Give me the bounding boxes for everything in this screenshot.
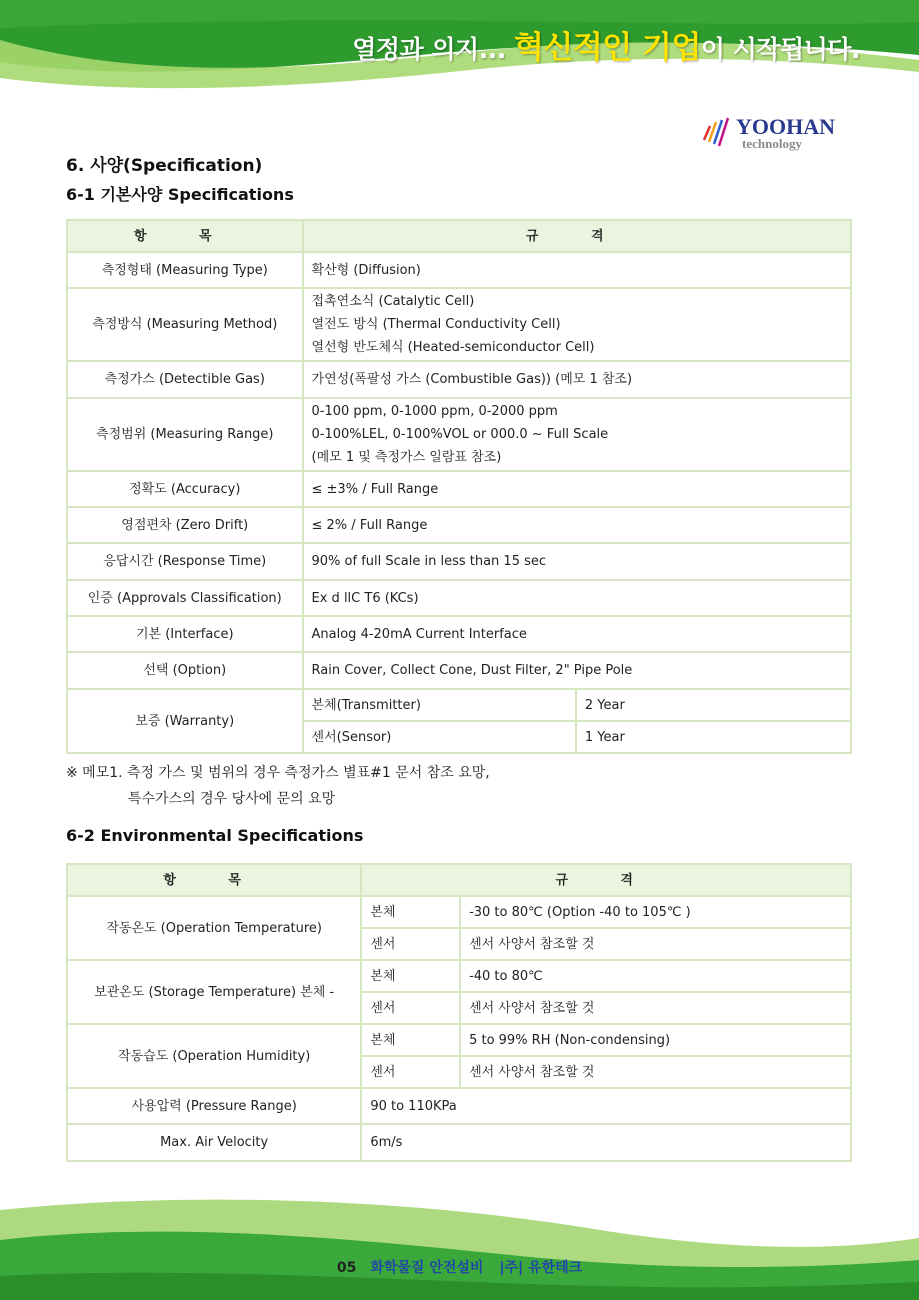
table-row: [67, 471, 851, 507]
table-cell: 가연성(폭팔성 가스 (Combustible Gas)) (메모 1 참조): [303, 361, 851, 398]
table-cell: Rain Cover, Collect Cone, Dust Filter, 2" Pipe Pole: [303, 652, 851, 689]
table-cell: 센서(Sensor): [303, 721, 576, 753]
spec-table: [66, 219, 852, 754]
table-row: [67, 543, 851, 580]
footer: [0, 1257, 919, 1277]
table-header-row: [67, 864, 851, 896]
table-row: [67, 1088, 851, 1124]
header-spec: 규 격: [361, 864, 851, 896]
table-row: [67, 616, 851, 652]
table-cell: 90 to 110KPa: [361, 1088, 851, 1124]
table-cell: 0-100 ppm, 0-1000 ppm, 0-2000 ppm 0-100%LEL, 0-100%VOL or 000.0 ~ Full Scale (메모 1 및 측정가스 일람표 참조): [303, 398, 851, 471]
table-cell: 본체: [361, 960, 460, 992]
table-row: [67, 361, 851, 398]
table-cell: 작동온도 (Operation Temperature): [67, 896, 361, 960]
section-title: 6. 사양(Specification): [66, 156, 263, 176]
memo-line-1: ※ 메모1. 측정 가스 및 범위의 경우 측정가스 별표#1 문서 참조 요망,: [66, 765, 490, 781]
subsection-title-env: 6-2 Environmental Specifications: [66, 826, 364, 845]
table-cell: Analog 4-20mA Current Interface: [303, 616, 851, 652]
table-row: [67, 580, 851, 616]
table-row: [67, 1024, 851, 1056]
table-row: [67, 896, 851, 928]
table-row: [67, 507, 851, 543]
logo-wordmark: YOOHAN: [736, 114, 835, 139]
table-cell: 2 Year: [576, 689, 851, 721]
table-row: [67, 288, 851, 361]
subsection-title-basic: 6-1 기본사양 Specifications: [66, 185, 294, 204]
table-cell: 측정방식 (Measuring Method): [67, 288, 303, 361]
table-cell: 센서 사양서 참조할 것: [460, 1056, 851, 1088]
table-cell: -40 to 80℃: [460, 960, 851, 992]
table-row: [67, 398, 851, 471]
footer-category: 화학물질 안전설비: [370, 1260, 484, 1276]
table-cell: 선택 (Option): [67, 652, 303, 689]
header-slogan: 열정과 의지... 혁신적인 기업이 시작됩니다.: [352, 30, 860, 66]
logo-subtitle: technology: [742, 136, 802, 151]
table-cell: 사용압력 (Pressure Range): [67, 1088, 361, 1124]
table-cell: 측정가스 (Detectible Gas): [67, 361, 303, 398]
table-cell: 응답시간 (Response Time): [67, 543, 303, 580]
table-row: [67, 652, 851, 689]
table-cell: 센서 사양서 참조할 것: [460, 992, 851, 1024]
memo-line-2: 특수가스의 경우 당사에 문의 요망: [128, 791, 336, 807]
header-item: 항 목: [67, 864, 361, 896]
table-cell: 측정범위 (Measuring Range): [67, 398, 303, 471]
table-cell: 영점편차 (Zero Drift): [67, 507, 303, 543]
footer-company: |주| 유한테크: [499, 1260, 583, 1276]
table-cell: 측정형태 (Measuring Type): [67, 252, 303, 288]
table-header-row: [67, 220, 851, 252]
table-row: [67, 960, 851, 992]
table-cell: 5 to 99% RH (Non-condensing): [460, 1024, 851, 1056]
table-row: [67, 689, 851, 721]
table-cell: 확산형 (Diffusion): [303, 252, 851, 288]
table-cell: Max. Air Velocity: [67, 1124, 361, 1161]
footer-green-wave: [0, 1190, 919, 1300]
table-cell: 본체: [361, 896, 460, 928]
table-row: [67, 252, 851, 288]
slogan-highlight: 혁신적인 기업: [513, 30, 701, 66]
page-number: 05: [336, 1260, 357, 1276]
table-cell: 6m/s: [361, 1124, 851, 1161]
table-cell: 센서: [361, 1056, 460, 1088]
table-cell: 센서: [361, 992, 460, 1024]
table-cell: 접촉연소식 (Catalytic Cell) 열전도 방식 (Thermal Conductivity Cell) 열선형 반도체식 (Heated-semiconductor Cell): [303, 288, 851, 361]
env-table: [66, 863, 852, 1162]
table-cell: 본체: [361, 1024, 460, 1056]
header-item: 항 목: [67, 220, 303, 252]
table-cell: ≤ ±3% / Full Range: [303, 471, 851, 507]
table-cell: 센서: [361, 928, 460, 960]
table-cell: 인증 (Approvals Classification): [67, 580, 303, 616]
table-cell: 보관온도 (Storage Temperature) 본체 -: [67, 960, 361, 1024]
table-cell: 작동습도 (Operation Humidity): [67, 1024, 361, 1088]
table-cell: 본체(Transmitter): [303, 689, 576, 721]
table-cell: 기본 (Interface): [67, 616, 303, 652]
table-row: [67, 1124, 851, 1161]
table-cell: 90% of full Scale in less than 15 sec: [303, 543, 851, 580]
table-cell: -30 to 80℃ (Option -40 to 105℃ ): [460, 896, 851, 928]
warranty-label: 보증 (Warranty): [67, 689, 303, 753]
header-spec: 규 격: [303, 220, 851, 252]
table-cell: 정확도 (Accuracy): [67, 471, 303, 507]
table-cell: 1 Year: [576, 721, 851, 753]
table-cell: 센서 사양서 참조할 것: [460, 928, 851, 960]
company-logo: [700, 112, 860, 154]
logo-stripes-icon: [704, 118, 728, 146]
table-cell: ≤ 2% / Full Range: [303, 507, 851, 543]
table-cell: Ex d llC T6 (KCs): [303, 580, 851, 616]
